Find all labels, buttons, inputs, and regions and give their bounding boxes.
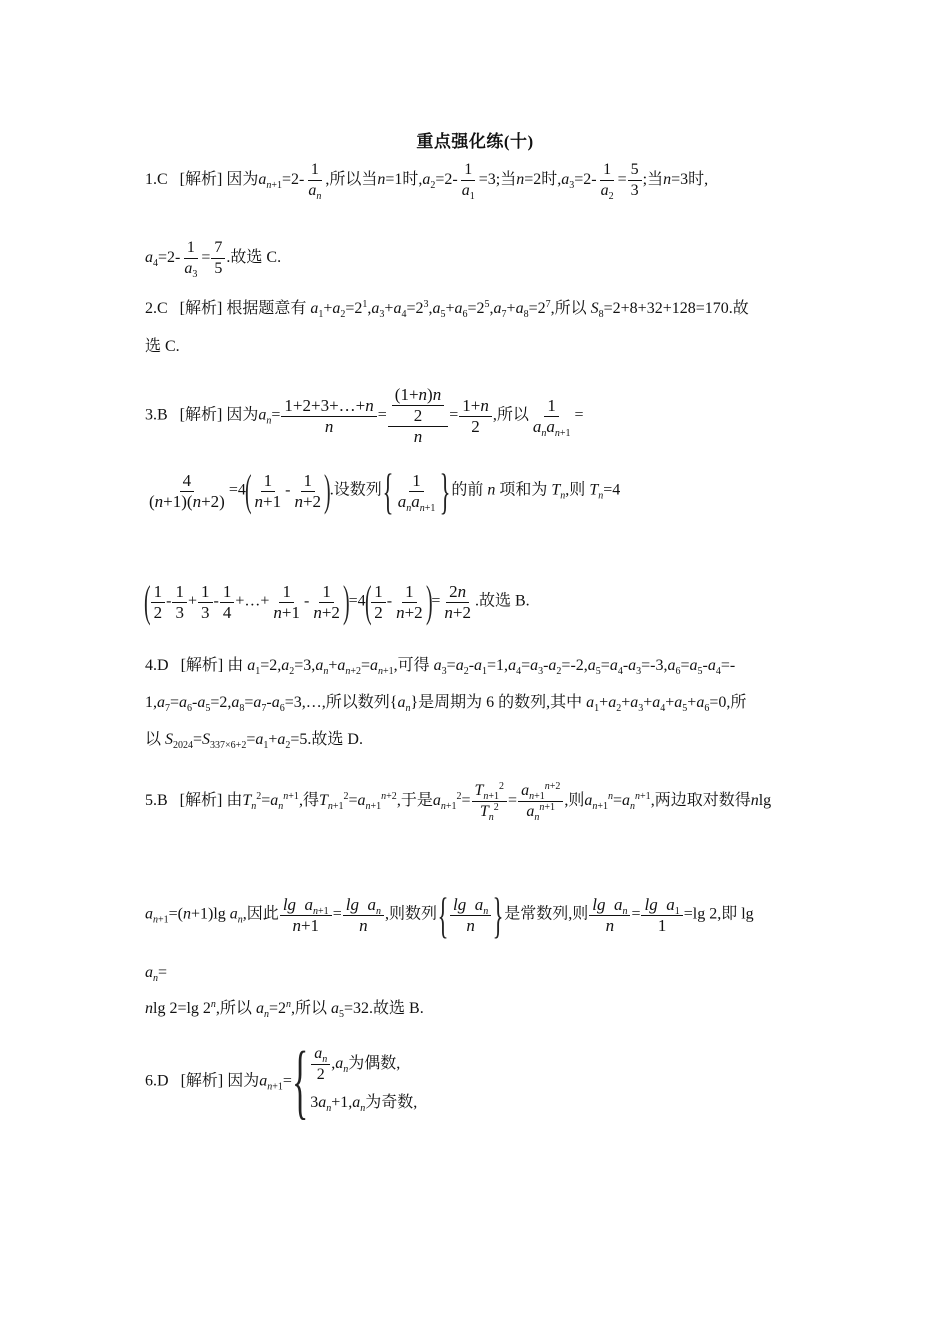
- q5-line-3: $a_n=$: [145, 964, 168, 984]
- q4-line-2: $1,a_7=a_6-a_5=2,a_8=a_7-a_6=3,\dots$,所以数列$\{a_n\}$是周期为 6 的数列,其中 $a_1+a_2+a_3+a_4+a_5+a_6=0$,所: [145, 694, 747, 714]
- piecewise-definition: { $\frac{a_n}{2}$ $,a_n$为偶数, $3a_n+1,a_n$为奇数,: [292, 1035, 418, 1128]
- q5-line-2: $a_{n+1}=(n+1)\lg$ $a_n$,因此 $\frac{\lg a_{n+1}}{n+1}$ = $\frac{\lg a_n}{n}$ ,则数列{ $\frac{\lg a_n}{n}$ }是常数列,则 $\frac{\lg a_n}{n}$ = $\frac{\lg a_1}{1}$ =lg 2,即 lg: [145, 887, 754, 943]
- q5-tag: [解析]: [179, 792, 223, 810]
- q6-tag: [解析]: [180, 1072, 224, 1090]
- page-title: 重点强化练(十): [416, 132, 534, 151]
- q5-label: 5.B: [145, 792, 168, 810]
- q3-line-2: $\frac{4}{(n+1)(n+2)}$ =4( $\frac{1}{n+1}$ - $\frac{1}{n+2}$ ).设数列{ $\frac{1}{a_na_{n+1}}$ }的前 n 项和为 $T_n$,则 $T_n=4$: [149, 463, 621, 519]
- q4-line-3: 以 $S_{2024}=S_{337\times 6+2}=a_1+a_2=5$.故选 D.: [145, 731, 363, 751]
- q1-tag: [解析]: [179, 171, 223, 189]
- q1-label: 1.C: [145, 171, 168, 189]
- q4-line-1: 4.D [解析] 由 $a_1=2,a_2=3,a_n+a_{n+2}=a_{n+1}$,可得 $a_3=a_2-a_1=1,a_4=a_3-a_2=-2,a_5=a_4-a_3=-3,a_6=a_5-a_4=-$: [145, 657, 736, 677]
- q5-line-1: 5.B [解析] 由$T_n^2=a_n^{n+1}$,得$T_{n+1}^2=a_{n+1}^{n+2}$,于是$a_{n+1}^2=$ $\frac{T_{n+1}^2}{T_n^2}$ = $\frac{a_{n+1}^{n+2}}{a_n^{n+1}}$ ,则$a_{n+1}^n=a_n^{n+1}$,两边取对数得nlg: [145, 781, 772, 823]
- q1-line-1: 1.C [解析] 因为$a_{n+1}=2-$ $\frac{1}{a_n}$ ,所以当n=1时$,a_2=2-$ $\frac{1}{a_1}$ =3;当n=2时$,a_3=2-$ $\frac{1}{a_2}$ = $\frac{5}{3}$ ;当n=3时,: [145, 161, 709, 202]
- q4-label: 4.D: [145, 657, 169, 674]
- q3-line-1: 3.B [解析] 因为$a_n=$ $\frac{1+2+3+\dots+n}{n}$ = $\frac{\frac{(1+n)n}{2}}{n}$ = $\frac{1+n}{2}$ ,所以 $\frac{1}{a_na_{n+1}}$ =: [145, 385, 584, 446]
- q3-line-3: ( $\frac{1}{2}$ - $\frac{1}{3}$ + $\frac{1}{3}$ - $\frac{1}{4}$ +…+ $\frac{1}{n+1}$ - $\frac{1}{n+2}$ )=4( $\frac{1}{2}$ - $\frac{1}{n+2}$ )= $\frac{2n}{n+2}$ .故选 B.: [144, 577, 530, 626]
- q3-label: 3.B: [145, 406, 168, 424]
- q2-tag: [解析]: [179, 300, 223, 317]
- q3-tag: [解析]: [179, 406, 223, 424]
- q2-line-1: 2.C [解析] 根据题意有 $a_1+a_2=2^1,a_3+a_4=2^3,a_5+a_6=2^5,a_7+a_8=2^7$,所以 $S_8=2+8+32+128=170$.故: [145, 299, 749, 320]
- q6-label: 6.D: [145, 1072, 169, 1090]
- q6-line-1: 6.D [解析] 因为$a_{n+1}=$ { $\frac{a_n}{2}$ $,a_n$为偶数, $3a_n+1,a_n$为奇数,: [145, 1035, 418, 1128]
- q2-label: 2.C: [145, 300, 168, 317]
- q4-tag: [解析]: [180, 657, 224, 674]
- q2-line-2: 选 C.: [145, 338, 180, 355]
- q1-line-2: $a_4=2-$ $\frac{1}{a_3}$ = $\frac{7}{5}$ .故选 C.: [145, 239, 282, 280]
- q5-line-4: nlg 2=lg 2$^n$,所以 $a_n=2^n$,所以 $a_5=32$.故选 B.: [145, 999, 424, 1020]
